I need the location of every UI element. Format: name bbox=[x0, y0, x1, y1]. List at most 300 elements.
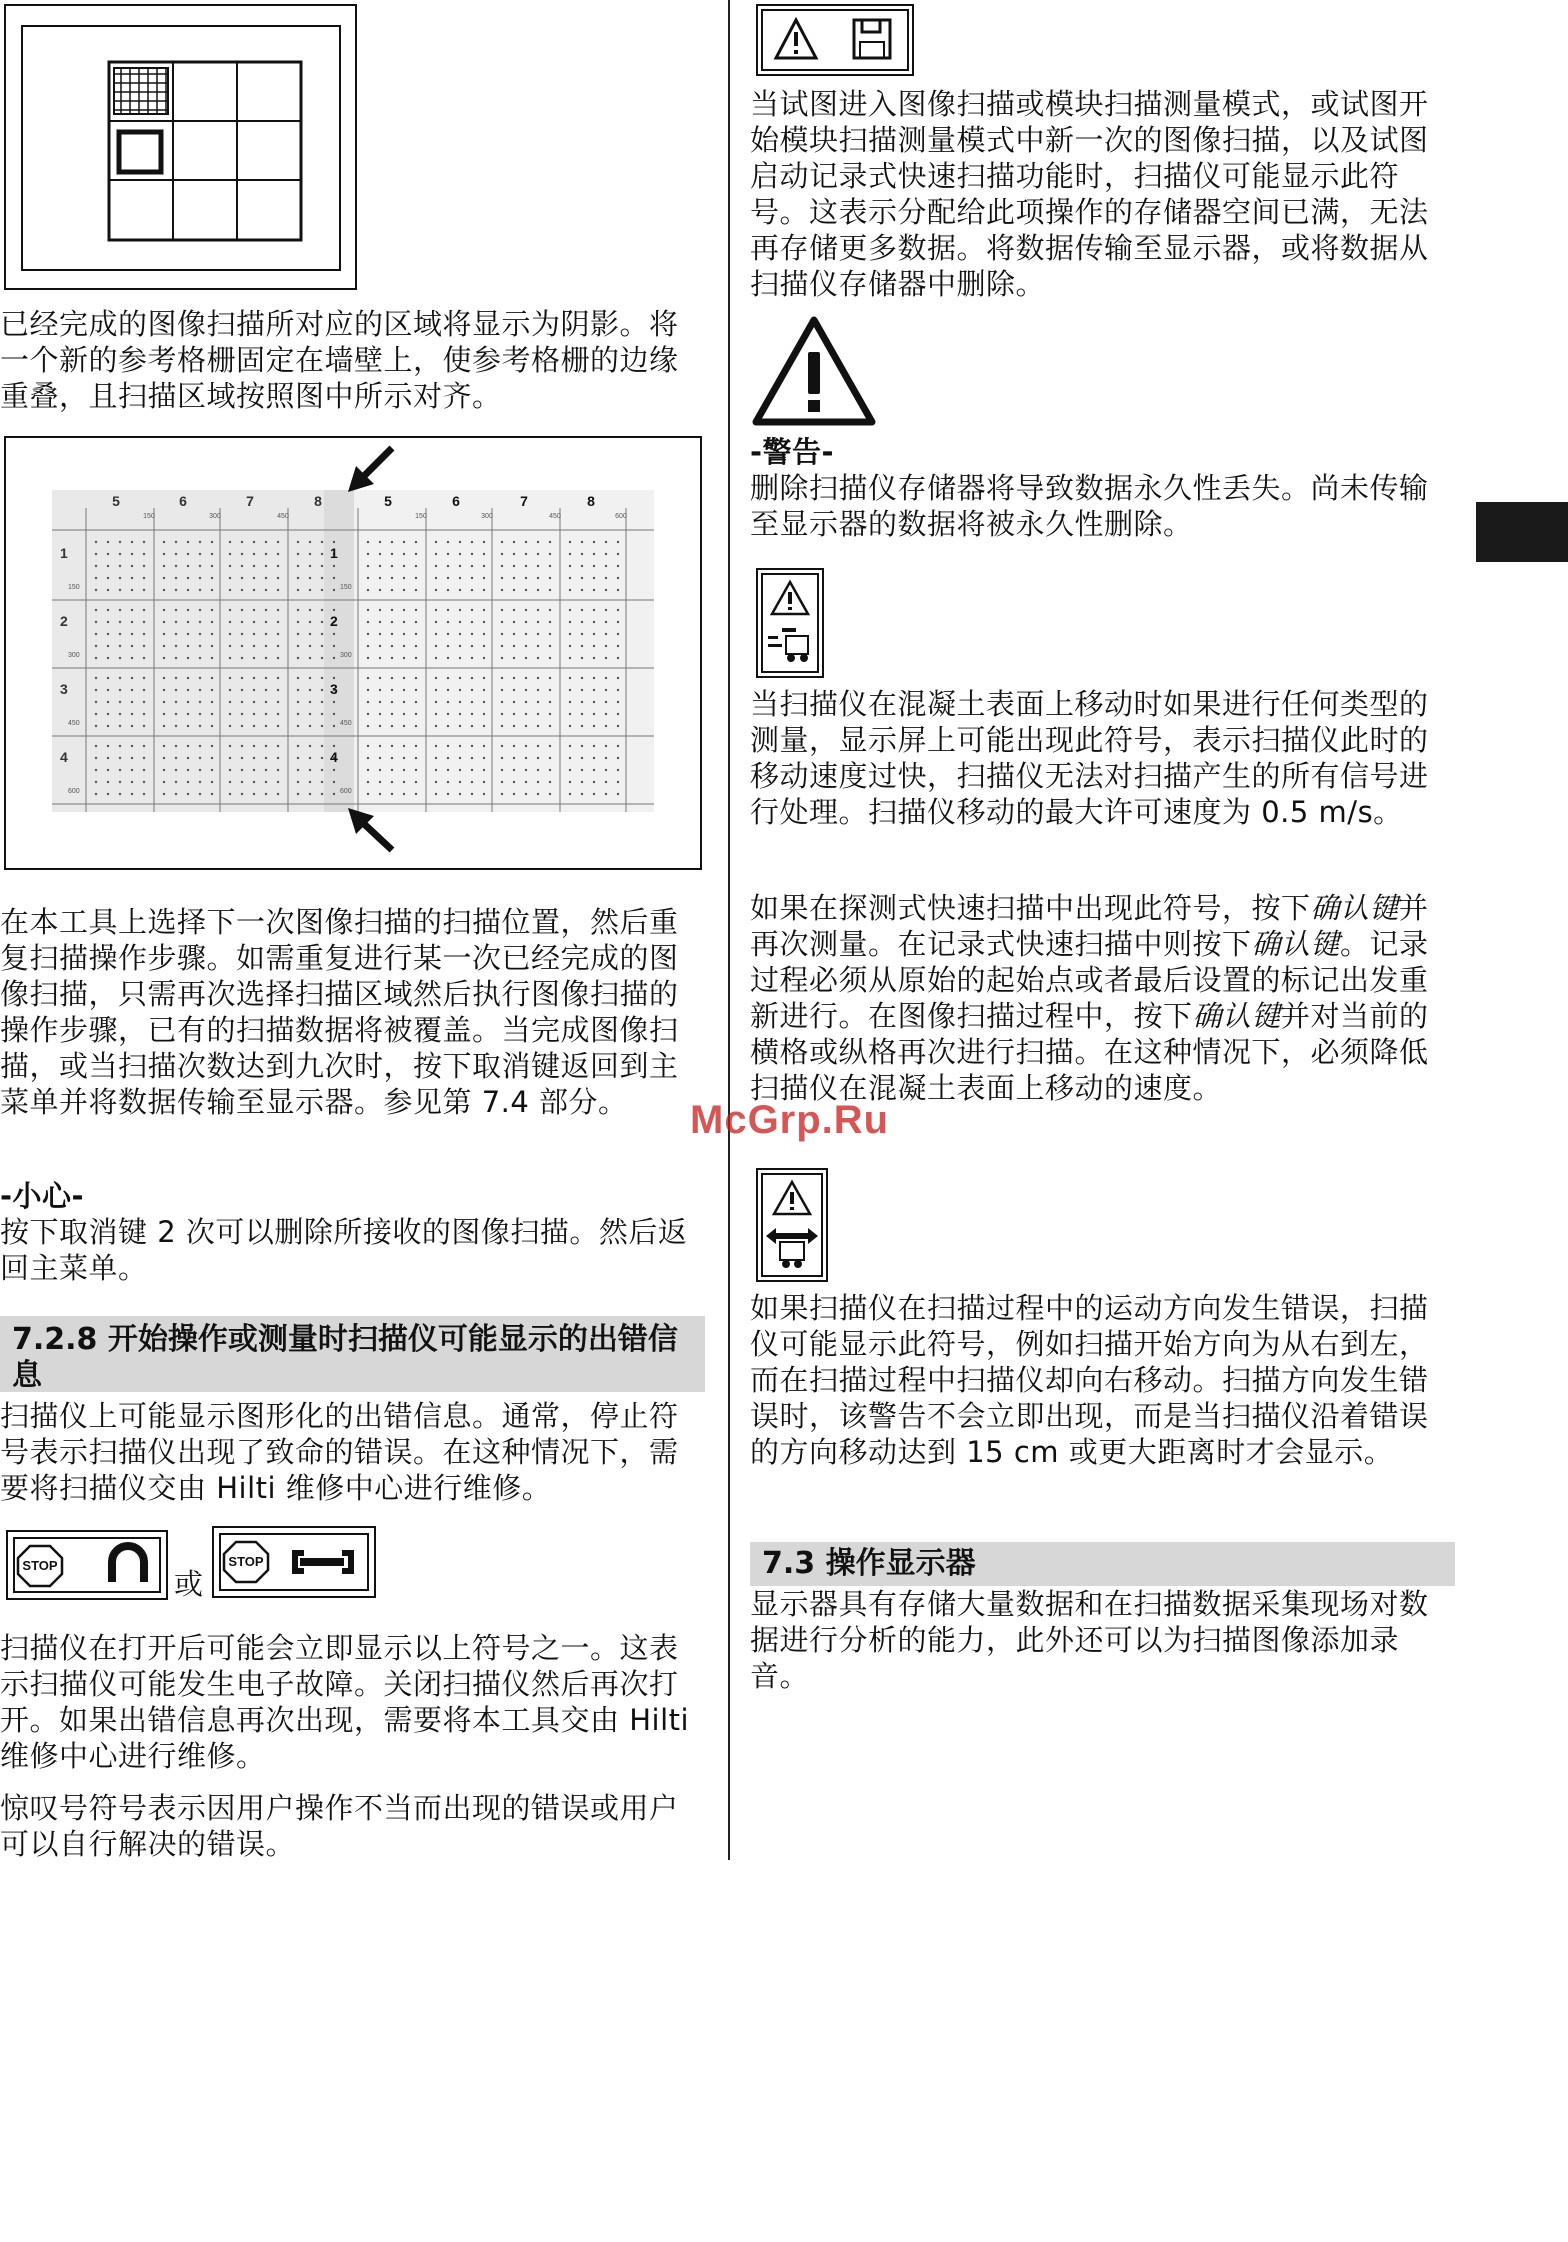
grid-dot bbox=[501, 577, 503, 579]
grid-dot bbox=[107, 633, 109, 635]
grid-dot bbox=[131, 645, 133, 647]
wrong-direction-symbol bbox=[756, 1168, 828, 1282]
grid-dot bbox=[95, 677, 97, 679]
grid-dot bbox=[513, 633, 515, 635]
grid-dot bbox=[581, 793, 583, 795]
grid-dot bbox=[435, 657, 437, 659]
grid-row-label: 4 bbox=[60, 749, 68, 765]
grid-dot bbox=[435, 745, 437, 747]
grid-dot bbox=[199, 745, 201, 747]
grid-dot bbox=[277, 677, 279, 679]
grid-dot bbox=[379, 677, 381, 679]
grid-dot bbox=[501, 781, 503, 783]
grid-dot bbox=[501, 757, 503, 759]
grid-dot bbox=[321, 657, 323, 659]
grid-dot bbox=[107, 589, 109, 591]
grid-col-label: 6 bbox=[179, 493, 187, 509]
grid-dot bbox=[241, 725, 243, 727]
grid-dot bbox=[199, 769, 201, 771]
grid-row-label: 2 bbox=[60, 613, 68, 629]
grid-dot bbox=[415, 757, 417, 759]
grid-dot bbox=[143, 793, 145, 795]
paragraph-power-on-error: 扫描仪在打开后可能会立即显示以上符号之一。这表示扫描仪可能发生电子故障。关闭扫描仪然后再次打开。如果出错信息再次出现，需要将本工具交由 Hilti 维修中心进行维修。 bbox=[0, 1631, 690, 1773]
grid-dot bbox=[241, 745, 243, 747]
grid-dot bbox=[199, 781, 201, 783]
grid-dot bbox=[403, 725, 405, 727]
grid-dot bbox=[403, 589, 405, 591]
grid-dot bbox=[321, 781, 323, 783]
grid-dot bbox=[447, 677, 449, 679]
grid-tick-label: 150 bbox=[143, 513, 155, 520]
grid-dot bbox=[537, 677, 539, 679]
grid-dot bbox=[187, 657, 189, 659]
grid-dot bbox=[265, 657, 267, 659]
fast-scanner-icon bbox=[768, 628, 808, 662]
grid-dot bbox=[95, 701, 97, 703]
grid-dot bbox=[333, 657, 335, 659]
grid-dot bbox=[199, 553, 201, 555]
grid-dot bbox=[321, 757, 323, 759]
grid-dot bbox=[241, 621, 243, 623]
grid-dot bbox=[187, 633, 189, 635]
grid-dot bbox=[605, 757, 607, 759]
grid-dot bbox=[471, 701, 473, 703]
grid-dot bbox=[277, 745, 279, 747]
grid-dot bbox=[187, 713, 189, 715]
grid-dot bbox=[581, 781, 583, 783]
grid-dot bbox=[309, 621, 311, 623]
grid-dot bbox=[163, 713, 165, 715]
grid-dot bbox=[297, 589, 299, 591]
grid-dot bbox=[143, 565, 145, 567]
grid-dot bbox=[131, 713, 133, 715]
grid-dot bbox=[211, 633, 213, 635]
grid-dot bbox=[175, 541, 177, 543]
grid-dot bbox=[483, 633, 485, 635]
grid-dot bbox=[367, 657, 369, 659]
grid-dot bbox=[483, 781, 485, 783]
grid-dot bbox=[525, 745, 527, 747]
grid-dot bbox=[333, 725, 335, 727]
grid-tick-label: 450 bbox=[549, 513, 561, 520]
grid-dot bbox=[379, 577, 381, 579]
grid-tick-label: 150 bbox=[415, 513, 427, 520]
grid-dot bbox=[569, 677, 571, 679]
grid-dot bbox=[143, 541, 145, 543]
grid-dot bbox=[95, 657, 97, 659]
grid-dot bbox=[447, 725, 449, 727]
reference-grid-figure bbox=[4, 436, 702, 870]
grid-dot bbox=[513, 621, 515, 623]
grid-dot bbox=[321, 577, 323, 579]
grid-dot bbox=[199, 621, 201, 623]
grid-dot bbox=[537, 645, 539, 647]
grid-dot bbox=[415, 621, 417, 623]
grid-dot bbox=[403, 757, 405, 759]
grid-dot bbox=[229, 565, 231, 567]
grid-dot bbox=[333, 701, 335, 703]
grid-dot bbox=[95, 769, 97, 771]
grid-dot bbox=[513, 645, 515, 647]
grid-dot bbox=[483, 745, 485, 747]
grid-dot bbox=[549, 577, 551, 579]
grid-dot bbox=[199, 589, 201, 591]
grid-dot bbox=[321, 769, 323, 771]
grid-dot bbox=[199, 565, 201, 567]
grid-dot bbox=[309, 645, 311, 647]
grid-dot bbox=[435, 689, 437, 691]
grid-dot bbox=[549, 757, 551, 759]
grid-dot bbox=[569, 621, 571, 623]
overlap-arrow-top-icon bbox=[348, 448, 392, 492]
grid-dot bbox=[617, 689, 619, 691]
grid-dot bbox=[277, 565, 279, 567]
grid-dot bbox=[415, 701, 417, 703]
grid-dot bbox=[309, 565, 311, 567]
grid-dot bbox=[415, 713, 417, 715]
grid-dot bbox=[131, 657, 133, 659]
grid-dot bbox=[391, 589, 393, 591]
grid-dot bbox=[435, 769, 437, 771]
paragraph-error-info: 扫描仪上可能显示图形化的出错信息。通常，停止符号表示扫描仪出现了致命的错误。在这种情况下，需要将扫描仪交由 Hilti 维修中心进行维修。 bbox=[0, 1399, 679, 1505]
grid-dot bbox=[403, 541, 405, 543]
grid-dot bbox=[391, 793, 393, 795]
grid-dot bbox=[163, 689, 165, 691]
grid-dot bbox=[617, 609, 619, 611]
grid-dot bbox=[265, 565, 267, 567]
grid-dot bbox=[199, 725, 201, 727]
grid-dot bbox=[605, 621, 607, 623]
grid-dot bbox=[241, 793, 243, 795]
grid-dot bbox=[297, 713, 299, 715]
grid-dot bbox=[593, 589, 595, 591]
grid-dot bbox=[549, 689, 551, 691]
grid-dot bbox=[95, 713, 97, 715]
grid-dot bbox=[321, 565, 323, 567]
grid-dot bbox=[143, 677, 145, 679]
grid-dot bbox=[131, 609, 133, 611]
grid-dot bbox=[367, 689, 369, 691]
grid-dot bbox=[241, 541, 243, 543]
grid-tick-label: 300 bbox=[68, 652, 80, 659]
grid-dot bbox=[549, 657, 551, 659]
grid-dot bbox=[253, 757, 255, 759]
grid-dot bbox=[95, 725, 97, 727]
grid-dot bbox=[163, 541, 165, 543]
grid-dot bbox=[143, 577, 145, 579]
paragraph-speed: 当扫描仪在混凝土表面上移动时如果进行任何类型的测量，显示屏上可能出现此符号，表示扫描仪此时的移动速度过快，扫描仪无法对扫描产生的所有信号进行处理。扫描仪移动的最大许可速度为 0.5 m/s。 bbox=[750, 687, 1429, 829]
grid-dot bbox=[581, 757, 583, 759]
grid-dot bbox=[107, 609, 109, 611]
grid-dot bbox=[175, 565, 177, 567]
grid-dot bbox=[501, 609, 503, 611]
grid-dot bbox=[379, 745, 381, 747]
grid-dot bbox=[471, 677, 473, 679]
grid-dot bbox=[175, 677, 177, 679]
paragraph-memory-full: 当试图进入图像扫描或模块扫描测量模式，或试图开始模块扫描测量模式中新一次的图像扫描，以及试图启动记录式快速扫描功能时，扫描仪可能显示此符号。这表示分配给此项操作的存储器空间已满，无法再存储更多数据。将数据传输至显示器，或将数据从扫描仪存储器中删除。 bbox=[750, 87, 1429, 301]
wrench-icon bbox=[292, 1550, 354, 1574]
grid-dot bbox=[537, 657, 539, 659]
grid-dot bbox=[333, 565, 335, 567]
grid-dot bbox=[211, 689, 213, 691]
grid-dot bbox=[549, 701, 551, 703]
grid-dot bbox=[333, 781, 335, 783]
grid-dot bbox=[199, 541, 201, 543]
grid-dot bbox=[321, 793, 323, 795]
grid-dot bbox=[471, 645, 473, 647]
grid-dot bbox=[143, 689, 145, 691]
grid-dot bbox=[483, 713, 485, 715]
grid-dot bbox=[605, 645, 607, 647]
grid-dot bbox=[119, 553, 121, 555]
grid-dot bbox=[537, 745, 539, 747]
grid-dot bbox=[229, 541, 231, 543]
grid-dot bbox=[265, 609, 267, 611]
section-heading-73-text: 7.3 操作显示器 bbox=[762, 1546, 976, 1581]
grid-dot bbox=[163, 609, 165, 611]
grid-dot bbox=[415, 645, 417, 647]
grid-dot bbox=[501, 701, 503, 703]
grid-dot bbox=[403, 713, 405, 715]
grid-dot bbox=[175, 701, 177, 703]
chapter-tab-marker bbox=[1476, 502, 1568, 562]
grid-dot bbox=[253, 633, 255, 635]
grid-dot bbox=[501, 689, 503, 691]
grid-dot bbox=[471, 725, 473, 727]
grid-dot bbox=[379, 609, 381, 611]
grid-dot bbox=[253, 541, 255, 543]
grid-dot bbox=[253, 657, 255, 659]
grid-dot bbox=[229, 793, 231, 795]
grid-dot bbox=[525, 657, 527, 659]
grid-dot bbox=[367, 677, 369, 679]
grid-dot bbox=[297, 757, 299, 759]
grid-dot bbox=[403, 645, 405, 647]
grid-dot bbox=[537, 565, 539, 567]
grid-dot bbox=[297, 781, 299, 783]
grid-dot bbox=[471, 657, 473, 659]
grid-dot bbox=[403, 745, 405, 747]
grid-dot bbox=[265, 645, 267, 647]
grid-dot bbox=[459, 689, 461, 691]
grid-dot bbox=[593, 565, 595, 567]
grid-dot bbox=[199, 713, 201, 715]
stop-text: STOP bbox=[228, 1554, 264, 1569]
grid-dot bbox=[569, 781, 571, 783]
grid-dot bbox=[617, 633, 619, 635]
grid-dot bbox=[525, 713, 527, 715]
grid-dot bbox=[143, 609, 145, 611]
grid-dot bbox=[435, 621, 437, 623]
grid-dot bbox=[95, 553, 97, 555]
grid-dot bbox=[391, 541, 393, 543]
grid-dot bbox=[525, 541, 527, 543]
grid-dot bbox=[593, 781, 595, 783]
grid-dot bbox=[321, 713, 323, 715]
grid-dot bbox=[175, 589, 177, 591]
grid-dot bbox=[459, 541, 461, 543]
grid-dot bbox=[593, 633, 595, 635]
grid-dot bbox=[581, 689, 583, 691]
grid-dot bbox=[277, 541, 279, 543]
grid-dot bbox=[593, 553, 595, 555]
grid-dot bbox=[501, 713, 503, 715]
grid-dot bbox=[415, 689, 417, 691]
grid-dot bbox=[471, 713, 473, 715]
grid-dot bbox=[211, 677, 213, 679]
grid-dot bbox=[581, 645, 583, 647]
grid-dot bbox=[593, 621, 595, 623]
grid-dot bbox=[593, 609, 595, 611]
grid-dot bbox=[569, 769, 571, 771]
grid-dot bbox=[581, 677, 583, 679]
grid-dot bbox=[175, 609, 177, 611]
grid-dot bbox=[143, 645, 145, 647]
grid-dot bbox=[107, 689, 109, 691]
grid-dot bbox=[501, 793, 503, 795]
grid-dot bbox=[131, 553, 133, 555]
grid-dot bbox=[593, 689, 595, 691]
grid-tick-label: 150 bbox=[68, 584, 80, 591]
grid-dot bbox=[581, 633, 583, 635]
grid-row-label: 3 bbox=[60, 681, 68, 697]
grid-dot bbox=[391, 621, 393, 623]
grid-dot bbox=[229, 609, 231, 611]
grid-dot bbox=[241, 769, 243, 771]
grid-dot bbox=[569, 657, 571, 659]
grid-dot bbox=[253, 621, 255, 623]
grid-dot bbox=[229, 757, 231, 759]
grid-dot bbox=[435, 781, 437, 783]
grid-dot bbox=[297, 657, 299, 659]
grid-dot bbox=[447, 621, 449, 623]
grid-dot bbox=[143, 745, 145, 747]
grid-dot bbox=[459, 677, 461, 679]
grid-dot bbox=[483, 609, 485, 611]
grid-dot bbox=[211, 589, 213, 591]
grid-dot bbox=[199, 633, 201, 635]
grid-dot bbox=[253, 609, 255, 611]
grid-dot bbox=[525, 645, 527, 647]
grid-dot bbox=[175, 577, 177, 579]
grid-dot bbox=[581, 577, 583, 579]
grid-dot bbox=[131, 793, 133, 795]
grid-dot bbox=[415, 589, 417, 591]
section-heading-728 bbox=[0, 1316, 705, 1392]
grid-dot bbox=[253, 689, 255, 691]
memory-full-symbol bbox=[756, 4, 914, 76]
grid-dot bbox=[277, 553, 279, 555]
grid-row-label: 3 bbox=[330, 681, 338, 697]
grid-dot bbox=[391, 745, 393, 747]
grid-col-label: 7 bbox=[246, 493, 254, 509]
grid-dot bbox=[333, 677, 335, 679]
grid-dot bbox=[253, 725, 255, 727]
grid-dot bbox=[309, 609, 311, 611]
grid-dot bbox=[617, 713, 619, 715]
grid-dot bbox=[241, 633, 243, 635]
grid-dot bbox=[525, 621, 527, 623]
grid-dot bbox=[309, 657, 311, 659]
grid-dot bbox=[415, 633, 417, 635]
grid-dot bbox=[367, 781, 369, 783]
grid-dot bbox=[367, 769, 369, 771]
grid-dot bbox=[415, 793, 417, 795]
grid-dot bbox=[107, 769, 109, 771]
grid-dot bbox=[229, 553, 231, 555]
grid-tick-label: 300 bbox=[481, 513, 493, 520]
grid-dot bbox=[379, 725, 381, 727]
grid-dot bbox=[297, 769, 299, 771]
grid-dot bbox=[617, 645, 619, 647]
grid-dot bbox=[605, 565, 607, 567]
grid-dot bbox=[309, 553, 311, 555]
grid-dot bbox=[265, 621, 267, 623]
grid-dot bbox=[143, 589, 145, 591]
grid-dot bbox=[187, 621, 189, 623]
grid-dot bbox=[605, 609, 607, 611]
grid-row-label: 1 bbox=[330, 545, 338, 561]
warning-text: 删除扫描仪存储器将导致数据永久性丢失。尚未传输至显示器的数据将被永久性删除。 bbox=[750, 471, 1429, 541]
grid-dot bbox=[297, 725, 299, 727]
grid-dot bbox=[175, 553, 177, 555]
grid-dot bbox=[131, 677, 133, 679]
grid-dot bbox=[569, 689, 571, 691]
grid-dot bbox=[379, 769, 381, 771]
grid-dot bbox=[321, 677, 323, 679]
grid-dot bbox=[321, 633, 323, 635]
column-divider bbox=[728, 0, 730, 1860]
grid-dot bbox=[617, 577, 619, 579]
grid-dot bbox=[459, 553, 461, 555]
grid-dot bbox=[187, 589, 189, 591]
grid-dot bbox=[229, 689, 231, 691]
grid-dot bbox=[95, 621, 97, 623]
grid-dot bbox=[581, 701, 583, 703]
grid-dot bbox=[483, 553, 485, 555]
grid-dot bbox=[501, 633, 503, 635]
grid-dot bbox=[95, 589, 97, 591]
grid-dot bbox=[403, 769, 405, 771]
grid-dot bbox=[459, 745, 461, 747]
text-fragment: 并对当前的横格或纵格再次进行扫描。在这种情况下，必须降低扫描仪在混凝土表面上移动的速度。 bbox=[750, 999, 1429, 1105]
stop-symbol-wrench bbox=[212, 1526, 376, 1598]
grid-dot bbox=[569, 541, 571, 543]
grid-dot bbox=[119, 657, 121, 659]
grid-dot bbox=[391, 577, 393, 579]
grid-dot bbox=[107, 701, 109, 703]
grid-dot bbox=[447, 745, 449, 747]
grid-tick-label: 600 bbox=[615, 513, 627, 520]
grid-dot bbox=[471, 553, 473, 555]
grid-dot bbox=[265, 541, 267, 543]
grid-dot bbox=[605, 689, 607, 691]
grid-dot bbox=[199, 577, 201, 579]
overlap-arrow-bottom-icon bbox=[348, 808, 392, 850]
grid-dot bbox=[143, 633, 145, 635]
grid-dot bbox=[309, 633, 311, 635]
grid-dot bbox=[415, 781, 417, 783]
grid-dot bbox=[333, 633, 335, 635]
confirm-key-ref: 确认键 bbox=[1192, 999, 1282, 1033]
grid-dot bbox=[367, 553, 369, 555]
grid-dot bbox=[593, 577, 595, 579]
grid-dot bbox=[199, 657, 201, 659]
grid-dot bbox=[617, 541, 619, 543]
grid-dot bbox=[459, 633, 461, 635]
grid-dot bbox=[569, 565, 571, 567]
grid-dot bbox=[483, 645, 485, 647]
